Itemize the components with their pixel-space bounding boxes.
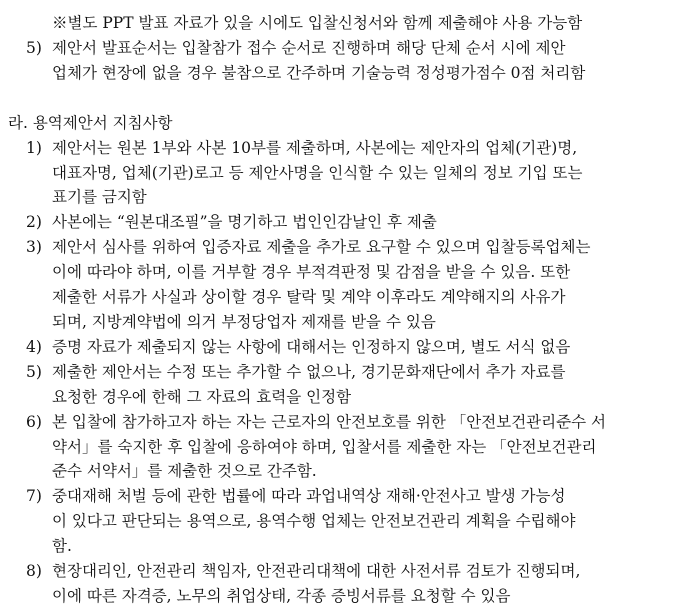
intro-item-5-line-1 bbox=[26, 38, 565, 60]
list-item-3-line-1 bbox=[26, 237, 590, 259]
section-title: 라. 용역제안서 지침사항 bbox=[8, 114, 173, 132]
list-item-6-number: 6) bbox=[26, 413, 42, 431]
list-item-3-line-2: 이에 따라야 하며, 이를 거부할 경우 부적격판정 및 감점을 받을 수 있음. 또한 bbox=[52, 263, 571, 281]
list-item-3-text-1: 제안서 심사를 위하여 입증자료 제출을 추가로 요구할 수 있으며 입찰등록업체는 bbox=[52, 238, 591, 256]
list-item-7-line-1 bbox=[26, 486, 565, 508]
list-item-1-text-1: 제안서는 원본 1부와 사본 10부를 제출하며, 사본에는 제안자의 업체(기관)명, bbox=[52, 139, 578, 157]
list-item-8-line-2: 이에 따른 자격증, 노무의 취업상태, 각종 증빙서류를 요청할 수 있음 bbox=[52, 587, 511, 605]
list-item-6-line-1 bbox=[26, 412, 606, 434]
list-item-7-line-2: 이 있다고 판단되는 용역으로, 용역수행 업체는 안전보건관리 계획을 수립해야 bbox=[52, 512, 576, 530]
list-item-7-number: 7) bbox=[26, 487, 42, 505]
list-item-4-text-1: 증명 자료가 제출되지 않는 사항에 대해서는 인정하지 않으며, 별도 서식 없음 bbox=[52, 338, 571, 356]
ppt-note: ※별도 PPT 발표 자료가 있을 시에도 입찰신청서와 함께 제출해야 사용 가능함 bbox=[52, 14, 583, 32]
list-item-5-line-2: 요청한 경우에 한해 그 자료의 효력을 인정함 bbox=[52, 388, 352, 406]
list-item-5-number: 5) bbox=[26, 363, 42, 381]
list-item-3-number: 3) bbox=[26, 238, 42, 256]
list-item-5-line-1 bbox=[26, 362, 565, 384]
list-item-7-line-3: 함. bbox=[52, 537, 72, 555]
list-item-1-line-3: 표기를 금지함 bbox=[52, 188, 147, 206]
list-item-4-number: 4) bbox=[26, 338, 42, 356]
list-item-8-line-1 bbox=[26, 561, 580, 583]
list-item-2-number: 2) bbox=[26, 213, 42, 231]
list-item-5-text-1: 제출한 제안서는 수정 또는 추가할 수 없으나, 경기문화재단에서 추가 자료를 bbox=[52, 363, 566, 381]
list-item-1-line-1 bbox=[26, 138, 577, 160]
list-item-7-text-1: 중대재해 처벌 등에 관한 법률에 따라 과업내역상 재해·안전사고 발생 가능성 bbox=[52, 487, 566, 505]
intro-item-5-number: 5) bbox=[26, 39, 42, 57]
list-item-4-line-1 bbox=[26, 337, 570, 359]
list-item-6-line-2: 약서」를 숙지한 후 입찰에 응하여야 하며, 입찰서를 제출한 자는 「안전보건관리 bbox=[52, 438, 597, 456]
list-item-6-text-1: 본 입찰에 참가하고자 하는 자는 근로자의 안전보호를 위한 「안전보건관리준수 서 bbox=[52, 413, 606, 431]
list-item-1-line-2: 대표자명, 업체(기관)로고 등 제안사명을 인식할 수 있는 일체의 정보 기입 또는 bbox=[52, 164, 583, 182]
list-item-1-number: 1) bbox=[26, 139, 42, 157]
intro-item-5-text-1: 제안서 발표순서는 입찰참가 접수 순서로 진행하며 해당 단체 순서 시에 제안 bbox=[52, 39, 566, 57]
list-item-2-text-1: 사본에는 “원본대조필”을 명기하고 법인인감날인 후 제출 bbox=[52, 213, 437, 231]
list-item-2-line-1 bbox=[26, 212, 437, 234]
intro-item-5-line-2: 업체가 현장에 없을 경우 불참으로 간주하며 기술능력 정성평가점수 0점 처리함 bbox=[52, 64, 586, 82]
list-item-3-line-3: 제출한 서류가 사실과 상이할 경우 탈락 및 계약 이후라도 계약해지의 사유가 bbox=[52, 288, 566, 306]
list-item-8-text-1: 현장대리인, 안전관리 책임자, 안전관리대책에 대한 사전서류 검토가 진행되며, bbox=[52, 562, 581, 580]
list-item-3-line-4: 되며, 지방계약법에 의거 부정당업자 제재를 받을 수 있음 bbox=[52, 313, 436, 331]
list-item-8-number: 8) bbox=[26, 562, 42, 580]
list-item-6-line-3: 준수 서약서」를 제출한 것으로 간주함. bbox=[52, 462, 317, 480]
